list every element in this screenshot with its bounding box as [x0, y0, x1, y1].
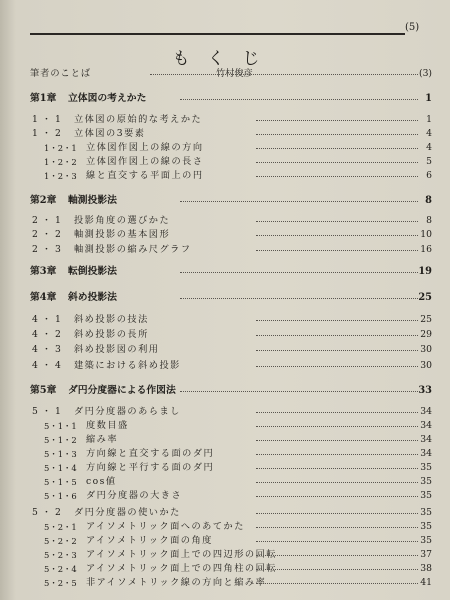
entry-number: 2・1 — [32, 215, 65, 226]
entry-page: 8 — [425, 195, 432, 206]
entry-title: 投影角度の選びかた — [74, 215, 171, 226]
page-title: もくじ — [172, 49, 278, 69]
leader-dots — [256, 320, 418, 321]
entry-number: 1・2・1 — [44, 143, 77, 153]
entry-title: アイソメトリック面上での四辺形の回転 — [86, 549, 277, 560]
entry-number: 5・2・1 — [44, 522, 77, 532]
leader-dots — [256, 221, 418, 222]
entry-title: 軸測投影法 — [68, 195, 117, 206]
entry-page: 35 — [420, 507, 432, 518]
toc-row — [30, 243, 432, 257]
entry-page: 10 — [420, 229, 432, 240]
leader-dots — [180, 201, 418, 202]
entry-title: 立体図の考えかた — [68, 93, 147, 104]
toc-row — [30, 447, 432, 461]
leader-dots — [256, 235, 418, 236]
leader-dots — [256, 569, 418, 570]
leader-dots — [180, 298, 418, 299]
entry-number: 4・4 — [32, 360, 65, 371]
leader-dots — [180, 391, 418, 392]
entry-number: 4・3 — [32, 344, 65, 355]
entry-page: 35 — [420, 535, 432, 546]
entry-number: 4・1 — [32, 314, 65, 325]
leader-dots — [256, 134, 418, 135]
entry-number: 1・2 — [32, 128, 65, 139]
entry-title: 転倒投影法 — [68, 266, 117, 277]
entry-page: 19 — [418, 266, 432, 277]
entry-number: 5・2・2 — [44, 536, 77, 546]
leader-dots — [256, 148, 418, 149]
entry-page: 25 — [420, 314, 432, 325]
entry-page: 38 — [420, 563, 432, 574]
toc-row — [30, 419, 432, 433]
entry-title: 立体図作図上の線の長さ — [86, 156, 204, 167]
toc-row — [30, 328, 432, 342]
leader-dots — [256, 176, 418, 177]
leader-dots — [256, 440, 418, 441]
leader-dots — [256, 120, 418, 121]
entry-page: (3) — [418, 68, 432, 79]
entry-title: 方向線と平行する面のダ円 — [86, 462, 215, 473]
entry-number: 5・1 — [32, 406, 65, 417]
leader-dots — [256, 527, 418, 528]
entry-title: 建築における斜め投影 — [74, 360, 181, 371]
entry-title: cos値 — [86, 476, 117, 487]
entry-title: 立体図の原始的な考えかた — [74, 114, 203, 125]
toc-row — [30, 359, 432, 373]
entry-number: 5・1・2 — [44, 435, 77, 445]
leader-dots — [180, 99, 418, 100]
entry-number: 5・2 — [32, 507, 65, 518]
entry-title: 非アイソメトリック線の方向と縮み率 — [86, 577, 267, 588]
entry-title: ダ円分度器の大きさ — [86, 490, 183, 501]
leader-dots — [150, 74, 418, 75]
leader-dots — [256, 555, 418, 556]
leader-dots — [256, 426, 418, 427]
entry-number: 筆者のことば — [30, 68, 92, 79]
leader-dots — [256, 468, 418, 469]
entry-page: 4 — [426, 128, 432, 139]
toc-chapter-row — [30, 265, 432, 279]
toc-row — [30, 228, 432, 242]
entry-number: 5・1・6 — [44, 491, 77, 501]
entry-page: 35 — [420, 490, 432, 501]
leader-dots — [256, 366, 418, 367]
leader-dots — [256, 583, 418, 584]
entry-title: 軸測投影の縮み尺グラフ — [74, 244, 192, 255]
toc-row — [30, 113, 432, 127]
entry-number: 1・2・2 — [44, 157, 77, 167]
entry-title: 軸測投影の基本図形 — [74, 229, 171, 240]
entry-title: 斜め投影法 — [68, 292, 117, 303]
entry-number: 第1章 — [30, 93, 57, 104]
entry-page: 30 — [420, 360, 432, 371]
entry-title: 線と直交する平面上の円 — [86, 170, 204, 181]
entry-page: 1 — [426, 114, 432, 125]
entry-number: 第3章 — [30, 266, 57, 277]
entry-page: 34 — [420, 448, 432, 459]
leader-dots — [256, 454, 418, 455]
entry-page: 37 — [420, 549, 432, 560]
toc-row — [30, 475, 432, 489]
entry-number: 5・1・5 — [44, 477, 77, 487]
entry-title: 立体図作図上の線の方向 — [86, 142, 204, 153]
leader-dots — [180, 272, 418, 273]
entry-title: 度数目盛 — [86, 420, 129, 431]
toc-row — [30, 127, 432, 141]
leader-dots — [256, 412, 418, 413]
entry-title: 方向線と直交する面のダ円 — [86, 448, 215, 459]
toc-chapter-row — [30, 92, 432, 106]
entry-page: 1 — [425, 93, 432, 104]
toc-row — [30, 155, 432, 169]
entry-page: 30 — [420, 344, 432, 355]
toc-row — [30, 433, 432, 447]
toc-row — [30, 461, 432, 475]
toc-chapter-row — [30, 291, 432, 305]
entry-title: アイソメトリック面上での四角柱の回転 — [86, 563, 277, 574]
entry-page: 35 — [420, 462, 432, 473]
entry-number: 5・2・4 — [44, 564, 77, 574]
entry-page: 16 — [420, 244, 432, 255]
leader-dots — [256, 541, 418, 542]
entry-title: ダ円分度器のあらまし — [74, 406, 181, 417]
page-number: (5) — [405, 22, 420, 33]
toc-chapter-row — [30, 194, 432, 208]
entry-title: ダ円分度器による作図法 — [68, 385, 176, 396]
leader-dots — [256, 482, 418, 483]
toc-row — [30, 548, 432, 562]
entry-number: 2・2 — [32, 229, 65, 240]
entry-number: 2・3 — [32, 244, 65, 255]
toc-row — [30, 534, 432, 548]
header-rule — [30, 33, 405, 35]
entry-page: 35 — [420, 521, 432, 532]
entry-number: 5・1・3 — [44, 449, 77, 459]
entry-page: 34 — [420, 420, 432, 431]
entry-number: 5・2・5 — [44, 578, 77, 588]
entry-page: 35 — [420, 476, 432, 487]
entry-title: 斜め投影の長所 — [74, 329, 149, 340]
leader-dots — [256, 335, 418, 336]
toc-row — [30, 520, 432, 534]
entry-page: 41 — [420, 577, 432, 588]
entry-number: 1・1 — [32, 114, 65, 125]
toc-row — [30, 576, 432, 590]
toc-row — [30, 562, 432, 576]
entry-page: 4 — [426, 142, 432, 153]
leader-dots — [256, 496, 418, 497]
leader-dots — [256, 513, 418, 514]
toc-row — [30, 141, 432, 155]
entry-page: 6 — [426, 170, 432, 181]
entry-title: 竹村俊彦 — [216, 68, 253, 79]
entry-number: 5・2・3 — [44, 550, 77, 560]
toc-row — [30, 506, 432, 520]
leader-dots — [256, 250, 418, 251]
entry-title: 縮み率 — [86, 434, 119, 445]
entry-page: 29 — [420, 329, 432, 340]
entry-number: 5・1・4 — [44, 463, 77, 473]
entry-title: 斜め投影の技法 — [74, 314, 149, 325]
entry-number: 1・2・3 — [44, 171, 77, 181]
toc-row — [30, 214, 432, 228]
entry-page: 33 — [418, 385, 432, 396]
entry-page: 25 — [418, 292, 432, 303]
entry-number: 4・2 — [32, 329, 65, 340]
toc-row — [30, 405, 432, 419]
entry-title: 立体図の3要素 — [74, 128, 146, 139]
toc-row — [30, 489, 432, 503]
entry-title: アイソメトリック面へのあてかた — [86, 521, 245, 532]
toc-foreword-row — [30, 67, 432, 81]
entry-number: 第2章 — [30, 195, 57, 206]
entry-number: 5・1・1 — [44, 421, 77, 431]
entry-page: 8 — [426, 215, 432, 226]
toc-row — [30, 313, 432, 327]
entry-page: 5 — [426, 156, 432, 167]
entry-number: 第4章 — [30, 292, 57, 303]
entry-page: 34 — [420, 434, 432, 445]
leader-dots — [256, 350, 418, 351]
entry-number: 第5章 — [30, 385, 57, 396]
entry-title: 斜め投影図の利用 — [74, 344, 160, 355]
entry-title: アイソメトリック面の角度 — [86, 535, 213, 546]
entry-title: ダ円分度器の使いかた — [74, 507, 181, 518]
entry-page: 34 — [420, 406, 432, 417]
leader-dots — [256, 162, 418, 163]
toc-row — [30, 169, 432, 183]
toc-row — [30, 343, 432, 357]
toc-chapter-row — [30, 384, 432, 398]
